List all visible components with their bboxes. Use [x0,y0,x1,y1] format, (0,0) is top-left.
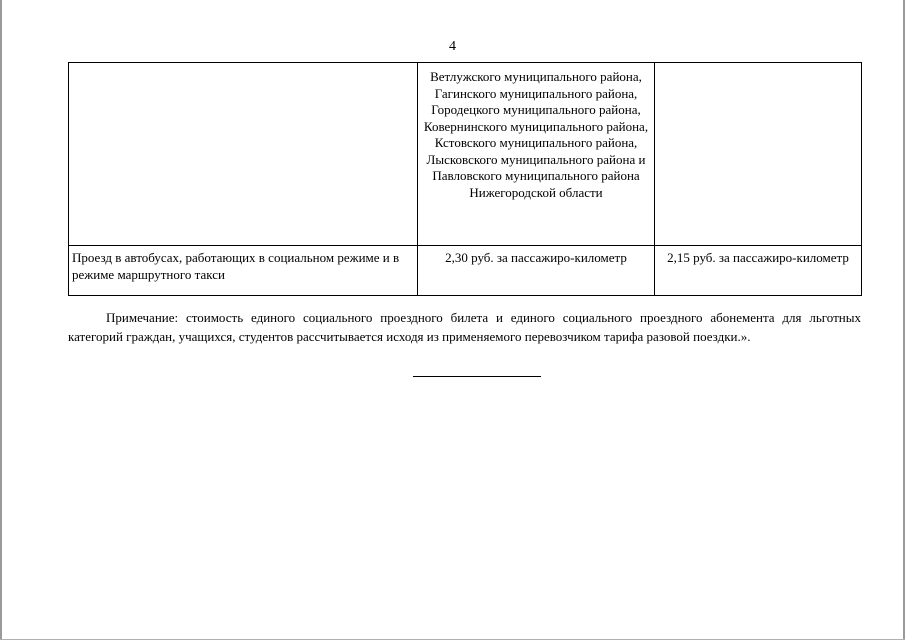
end-rule [413,376,541,377]
scan-edge-left [0,0,2,640]
districts-cell: Ветлужского муниципального района, Гагинского муниципального района, Городецкого муниципального района, Ковернинского муниципального района, Кстовского муниципального района, Лысковского муниципального района и Павловского муниципального района Нижегородской области [418,63,655,246]
rate-cell-1: 2,30 руб. за пассажиро-километр [418,246,655,296]
service-cell: Проезд в автобусах, работающих в социальном режиме и в режиме маршрутного такси [69,246,418,296]
tariff-table [68,62,862,296]
page-number: 4 [449,39,456,54]
note-paragraph: Примечание: стоимость единого социального проездного билета и единого социального проездного абонемента для льготных категорий граждан, учащихся, студентов рассчитывается исходя из применяемого перевозчиком тарифа разовой поездки.». [68,310,861,344]
table-row-continuation [69,63,862,246]
service-cell [69,63,418,246]
table-row-bus [69,246,862,296]
rate-cell-2: 2,15 руб. за пассажиро-километр [655,246,862,296]
rate-cell-empty [655,63,862,246]
